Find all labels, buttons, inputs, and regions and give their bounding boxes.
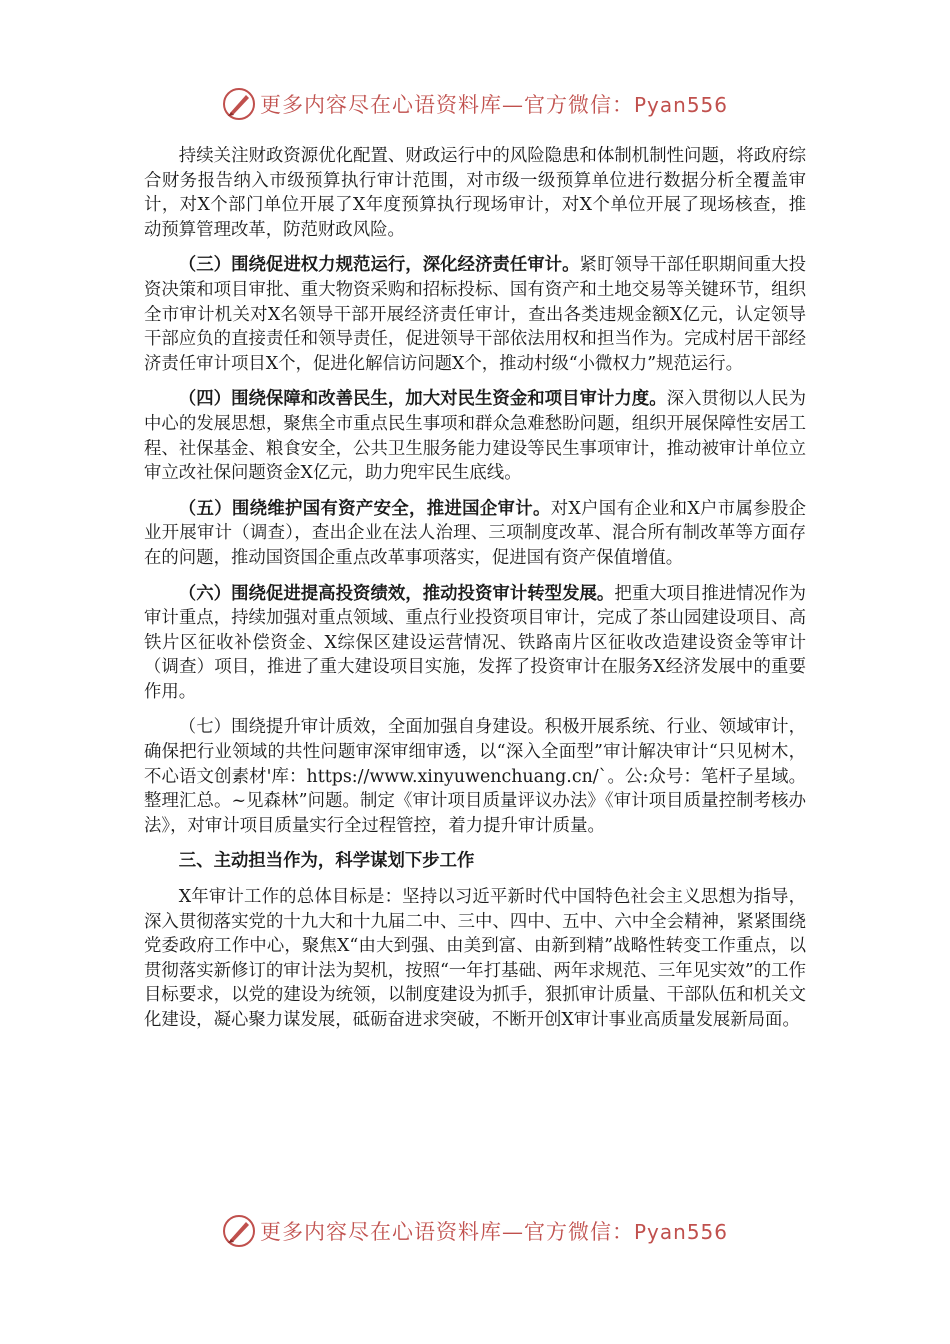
paragraph-quality: （七）围绕提升审计质效，全面加强自身建设。积极开展系统、行业、领域审计，确保把行业领域的共性问题审深审细审透，以“深入全面型”审计解决审计“只见树木，不心语文创素材'库：https://www.xinyuwenchuang.cn/`。公:众号：笔杆子星域。整理汇总。~见森林”问题。制定《审计项目质量评议办法》《审计项目质量控制考核办法》，对审计项目质量实行全过程管控，着力提升审计质量。 bbox=[144, 717, 806, 836]
banner-text: 更多内容尽在心语资料库—官方微信：Pyan556 bbox=[259, 1220, 728, 1244]
chapter-heading: 三、主动担当作为，科学谋划下步工作 bbox=[178, 851, 475, 872]
paragraph-budget: 持续关注财政资源优化配置、财政运行中的风险隐患和体制机制性问题，将政府综合财务报告纳入市级预算执行审计范围，对市级一级预算单位进行数据分析全覆盖审计，对X个部门单位开展了X年度预算执行现场审计，对X个单位开展了现场核查，推动预算管理改革，防范财政风险。 bbox=[144, 146, 806, 240]
footer-banner bbox=[0, 1209, 950, 1253]
section-heading: （六）围绕促进提高投资绩效，推动投资审计转型发展。 bbox=[178, 583, 615, 604]
paragraph-livelihood: （四）围绕保障和改善民生，加大对民生资金和项目审计力度。深入贯彻以人民为中心的发展思想，聚焦全市重点民生事项和群众急难愁盼问题，组织开展保障性安居工程、社保基金、粮食安全，公共卫生服务能力建设等民生事项审计，推动被审计单位立审立改社保问题资金X亿元，助力兜牢民生底线。 bbox=[144, 389, 806, 484]
pen-logo-icon bbox=[222, 87, 256, 121]
paragraph-economic-responsibility: （三）围绕促进权力规范运行，深化经济责任审计。紧盯领导干部任职期间重大投资决策和项目审批、重大物资采购和招标投标、国有资产和土地交易等关键环节，组织全市审计机关对X名领导干部开展经济责任审计，查出各类违规金额X亿元，认定领导干部应负的直接责任和领导责任，促进领导干部依法用权和担当作为。完成村居干部经济责任审计项目X个，促进化解信访问题X个，推动村级“小微权力”规范运行。 bbox=[144, 255, 806, 374]
paragraph-goals: X年审计工作的总体目标是：坚持以习近平新时代中国特色社会主义思想为指导，深入贯彻落实党的十九大和十九届二中、三中、四中、五中、六中全会精神，紧紧围绕党委政府工作中心，聚焦X“由大到强、由美到富、由新到精”战略性转变工作重点，以贯彻落实新修订的审计法为契机，按照“一年打基础、两年求规范、三年见实效”的工作目标要求，以党的建设为统领，以制度建设为抓手，狠抓审计质量、干部队伍和机关文化建设，凝心聚力谋发展，砥砺奋进求突破，不断开创X审计事业高质量发展新局面。 bbox=[144, 887, 806, 1030]
section-heading: （四）围绕保障和改善民生，加大对民生资金和项目审计力度。 bbox=[178, 389, 667, 410]
section-heading: （三）围绕促进权力规范运行，深化经济责任审计。 bbox=[178, 255, 580, 276]
paragraph-investment: （六）围绕促进提高投资绩效，推动投资审计转型发展。把重大项目推进情况作为审计重点，持续加强对重点领域、重点行业投资项目审计，完成了茶山园建设项目、高铁片区征收补偿资金、X综保区建设运营情况、铁路南片区征收改造建设资金等审计（调查）项目，推进了重大建设项目实施，发挥了投资审计在服务X经济发展中的重要作用。 bbox=[144, 583, 806, 702]
section-heading: （五）围绕维护国有资产安全，推进国企审计。 bbox=[178, 498, 551, 519]
paragraph-state-assets: （五）围绕维护国有资产安全，推进国企审计。对X户国有企业和X户市属参股企业开展审计（调查），查出企业在法人治理、三项制度改革、混合所有制改革等方面存在的问题，推动国资国企重点改革事项落实，促进国有资产保值增值。 bbox=[144, 498, 806, 568]
document-body bbox=[144, 144, 806, 1044]
header-banner bbox=[0, 82, 950, 126]
banner-text: 更多内容尽在心语资料库—官方微信：Pyan556 bbox=[259, 93, 728, 117]
pen-logo-icon bbox=[222, 1214, 256, 1248]
